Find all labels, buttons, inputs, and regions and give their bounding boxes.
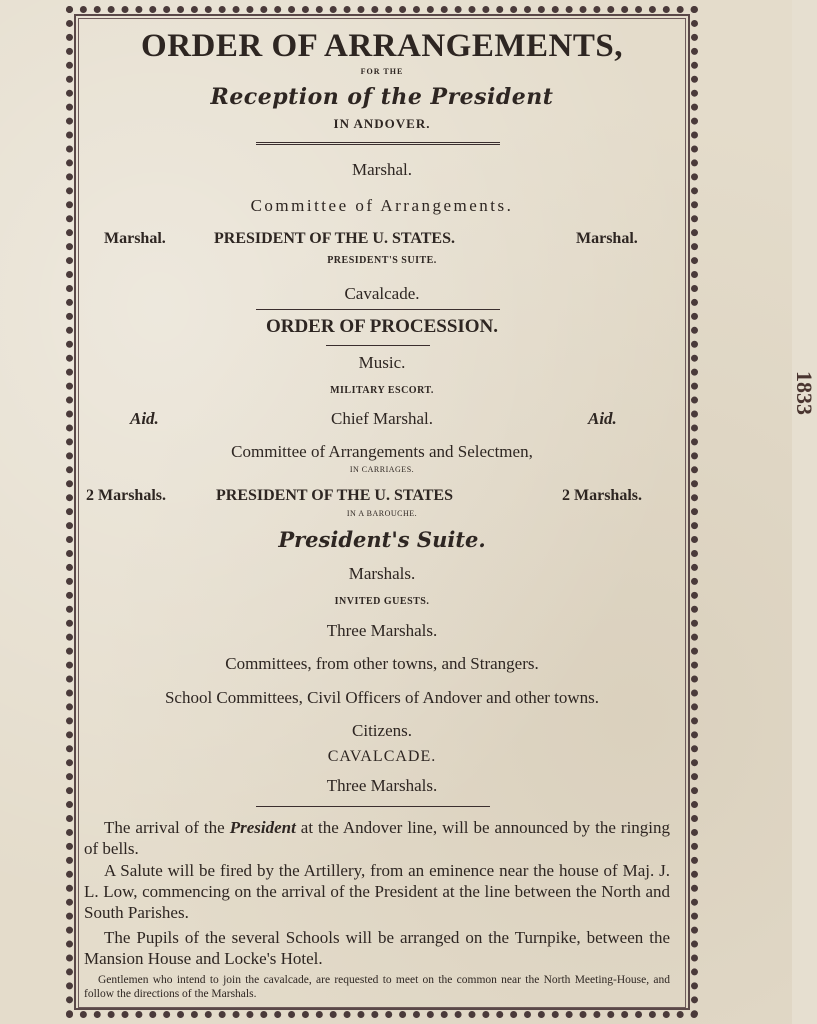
aid-right: Aid. bbox=[588, 409, 617, 428]
aid-left: Aid. bbox=[130, 409, 159, 428]
three-marshals-last: Three Marshals. bbox=[326, 776, 438, 795]
committees-other-towns: Committees, from other towns, and Strangers. bbox=[225, 654, 539, 673]
reception-marshal: Marshal. bbox=[352, 160, 412, 179]
notice-arrival bbox=[84, 817, 670, 859]
marshals-right: 2 Marshals. bbox=[562, 487, 642, 504]
for-the-label: FOR THE bbox=[360, 67, 404, 76]
invited-guests: INVITED GUESTS. bbox=[334, 596, 430, 607]
notice-arrival-president: President bbox=[229, 818, 296, 837]
reception-committee: Committee of Arrangements. bbox=[250, 196, 514, 215]
committee-selectmen: Committee of Arrangements and Selectmen, bbox=[231, 442, 533, 461]
reception-suite: PRESIDENT'S SUITE. bbox=[327, 255, 437, 266]
location: IN ANDOVER. bbox=[333, 116, 431, 131]
three-marshals-first: Three Marshals. bbox=[326, 621, 438, 640]
reception-marshal-left: Marshal. bbox=[104, 230, 166, 247]
notice-arrival-before: The arrival of the bbox=[104, 818, 230, 837]
chief-marshal: Chief Marshal. bbox=[331, 409, 433, 428]
notice-pupils: The Pupils of the several Schools will be arranged on the Turnpike, between the Mansion House and Locke's Hotel. bbox=[84, 928, 670, 968]
header-divider bbox=[256, 142, 500, 145]
presidents-suite: President's Suite. bbox=[278, 527, 486, 552]
reception-marshal-right: Marshal. bbox=[576, 230, 638, 247]
procession-president: PRESIDENT OF THE U. STATES bbox=[216, 487, 453, 504]
handwritten-margin-note: 1833 bbox=[792, 371, 817, 415]
marshals-left: 2 Marshals. bbox=[86, 487, 166, 504]
school-committees: School Committees, Civil Officers of Andover and other towns. bbox=[164, 688, 600, 707]
reception-president: PRESIDENT OF THE U. STATES. bbox=[214, 230, 455, 247]
notice-salute: A Salute will be fired by the Artillery, from an eminence near the house of Maj. J. L. Low, commencing on the arrival of the President at the line between the North and South Parishes. bbox=[84, 861, 670, 922]
subtitle: Reception of the President bbox=[210, 84, 554, 110]
cavalcade: CAVALCADE. bbox=[327, 748, 437, 765]
procession-music: Music. bbox=[358, 353, 406, 372]
procession-underline bbox=[326, 345, 430, 346]
section-divider bbox=[256, 309, 500, 310]
in-barouche: IN A BAROUCHE. bbox=[346, 509, 418, 518]
reception-cavalcade: Cavalcade. bbox=[344, 284, 420, 303]
notices-divider bbox=[256, 806, 490, 807]
in-carriages: IN CARRIAGES. bbox=[349, 465, 415, 474]
citizens: Citizens. bbox=[352, 721, 412, 740]
notice-gentlemen: Gentlemen who intend to join the cavalcade, are requested to meet on the common near the North Meeting-House, and follow the directions of the Marshals. bbox=[84, 974, 670, 1000]
procession-marshals: Marshals. bbox=[348, 564, 416, 583]
procession-heading: ORDER OF PROCESSION. bbox=[265, 316, 499, 337]
page-title: ORDER OF ARRANGEMENTS, bbox=[141, 28, 623, 64]
military-escort: MILITARY ESCORT. bbox=[330, 385, 434, 396]
notice-arrival-after: at the Andover line, will be announced by the ringing of bells. bbox=[84, 818, 671, 858]
